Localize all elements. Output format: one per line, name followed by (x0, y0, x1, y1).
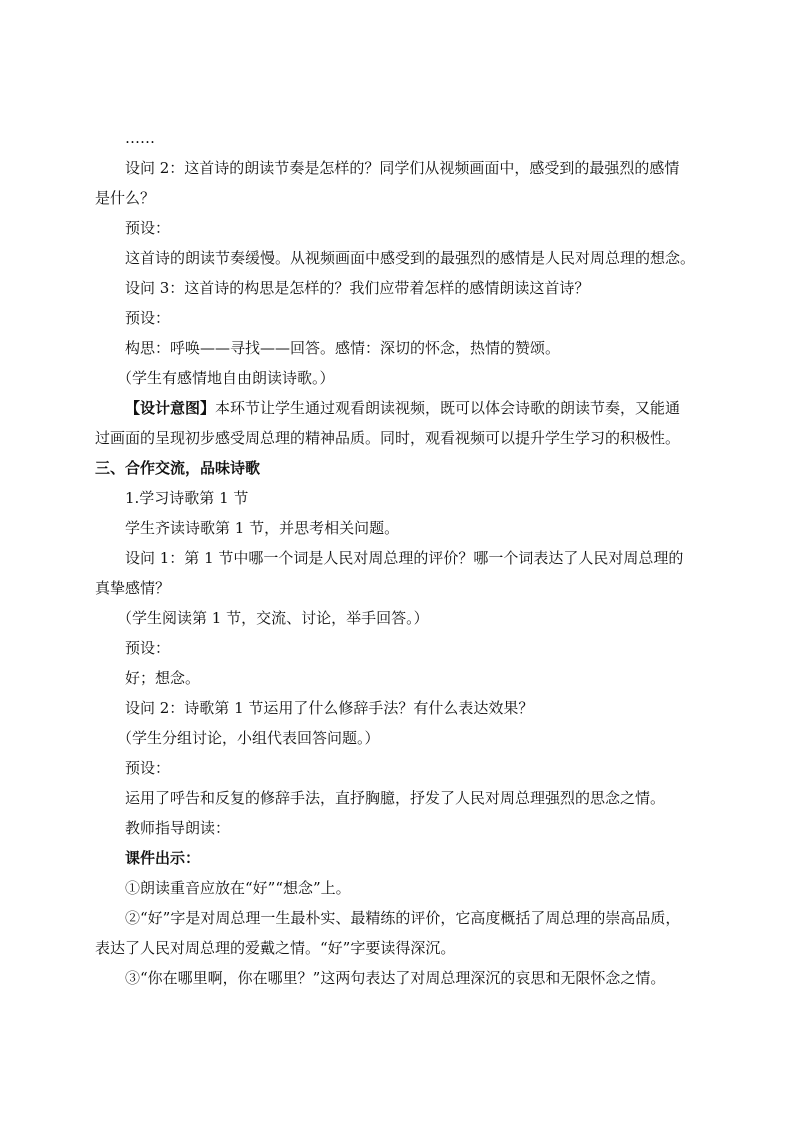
section-heading: 三、合作交流，品味诗歌 (95, 459, 261, 477)
student-note: （学生阅读第 1 节，交流、讨论，举手回答。） (117, 609, 429, 627)
courseware-item-2-line-2: 表达了人民对周总理的爱戴之情。“好”字要读得深沉。 (95, 939, 456, 957)
question-2-line-1: 设问 2：这首诗的朗读节奏是怎样的？同学们从视频画面中，感受到的最强烈的感情 (125, 159, 680, 177)
answer-paragraph: 构思：呼唤——寻找——回答。感情：深切的怀念，热情的赞颂。 (125, 339, 561, 357)
reading-instruction: 学生齐读诗歌第 1 节，并思考相关问题。 (125, 519, 400, 537)
preset-label: 预设： (125, 759, 171, 777)
courseware-item-3: ③“你在哪里啊，你在哪里？”这两句表达了对周总理深沉的哀思和无限怀念之情。 (125, 969, 666, 987)
design-intent-line-2: 过画面的呈现初步感受周总理的精神品质。同时，观看视频可以提升学生学习的积极性。 (95, 429, 681, 447)
student-note: （学生分组讨论，小组代表回答问题。） (117, 729, 380, 747)
section-question-2: 设问 2：诗歌第 1 节运用了什么修辞手法？有什么表达效果？ (125, 699, 534, 717)
design-intent-line-1 (95, 393, 721, 423)
preset-label: 预设： (125, 639, 171, 657)
answer-paragraph: 运用了呼告和反复的修辞手法，直抒胸臆，抒发了人民对周总理强烈的思念之情。 (125, 789, 666, 807)
preset-label: 预设： (125, 219, 171, 237)
teacher-guide: 教师指导朗读： (125, 819, 231, 837)
preset-label: 预设： (125, 309, 171, 327)
design-intent-label: 【设计意图】 (125, 399, 216, 417)
section-question-1-line-1: 设问 1：第 1 节中哪一个词是人民对周总理的评价？哪一个词表达了人民对周总理的 (125, 549, 684, 567)
question-2-line-2: 是什么？ (95, 189, 156, 207)
question-3: 设问 3：这首诗的构思是怎样的？我们应带着怎样的感情朗读这首诗？ (125, 279, 590, 297)
design-intent-text: 本环节让学生通过观看朗读视频，既可以体会诗歌的朗读节奏，又能通 (215, 399, 681, 417)
student-note: （学生有感情地自由朗读诗歌。） (117, 369, 335, 387)
section-question-1-line-2: 真挚感情？ (95, 579, 171, 597)
ellipsis-text: …… (125, 129, 155, 147)
document-body (95, 123, 721, 993)
subsection-title: 1.学习诗歌第 1 节 (125, 489, 249, 507)
answer-paragraph: 好；想念。 (125, 669, 201, 687)
courseware-item-1: ①朗读重音应放在“好”“想念”上。 (125, 879, 351, 897)
answer-paragraph: 这首诗的朗读节奏缓慢。从视频画面中感受到的最强烈的感情是人民对周总理的想念。 (125, 249, 696, 267)
courseware-item-2-line-1: ②“好”字是对周总理一生最朴实、最精练的评价，它高度概括了周总理的崇高品质， (125, 909, 681, 927)
courseware-label: 课件出示： (125, 849, 201, 867)
